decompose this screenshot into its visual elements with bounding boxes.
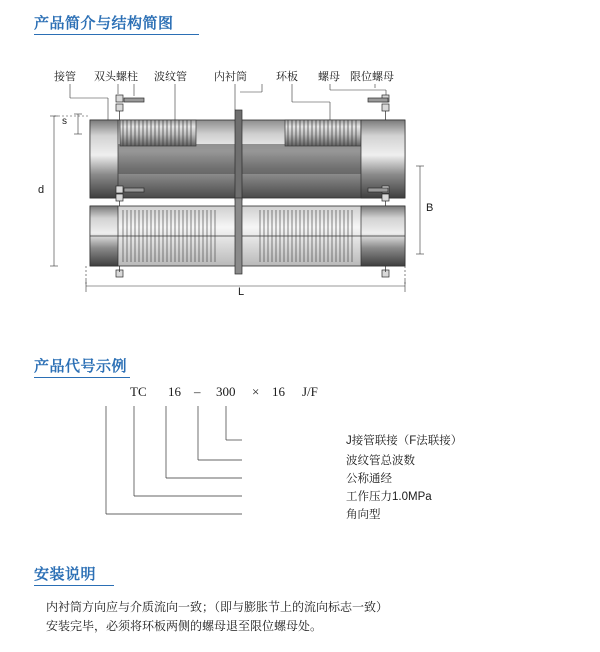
callout-label-nut: 螺母 [318, 71, 340, 83]
callout-label-ring-plate: 环板 [276, 71, 298, 83]
callout-label-liner: 内衬筒 [214, 71, 247, 83]
code-note-connection: J接管联接（F法联接） [346, 435, 463, 447]
code-token-pressure: 16 [168, 384, 181, 399]
code-note-waves: 波纹管总波数 [346, 455, 415, 467]
section-rule-intro [34, 34, 199, 35]
code-note-diameter: 公称通经 [346, 473, 392, 485]
code-note-pressure: 工作压力1.0MPa [346, 491, 432, 503]
dimension-label-B: B [426, 202, 434, 214]
code-token-series: TC [130, 384, 147, 399]
code-token-dash: – [194, 384, 201, 399]
install-note-line: 内衬筒方向应与介质流向一致；（即与膨胀节上的流向标志一致） [46, 600, 389, 614]
section-title-code: 产品代号示例 [34, 358, 128, 375]
structure-diagram-svg [30, 58, 500, 298]
section-title-install: 安装说明 [34, 566, 97, 583]
install-note-line: 安装完毕，必须将环板两侧的螺母退至限位螺母处。 [46, 619, 323, 633]
dimension-label-d: d [38, 184, 45, 196]
dimension-label-L: L [238, 286, 245, 298]
callout-label-bellows: 波纹管 [154, 71, 187, 83]
structure-diagram [30, 58, 500, 298]
callout-label-double-head-stud: 双头螺柱 [94, 71, 138, 83]
section-title-intro: 产品简介与结构简图 [34, 15, 174, 32]
callout-label-limit-nut: 限位螺母 [350, 71, 394, 83]
section-rule-code [34, 377, 130, 378]
product-code-diagram [30, 384, 550, 538]
code-note-type: 角向型 [346, 509, 381, 521]
product-code-leaders [30, 388, 550, 538]
install-notes [46, 598, 566, 636]
code-token-waves: 16 [272, 384, 285, 399]
code-token-diameter: 300 [216, 384, 236, 399]
code-token-times: × [252, 384, 260, 399]
section-rule-install [34, 585, 114, 586]
dimension-label-s: s [62, 116, 67, 127]
code-token-connection: J/F [302, 384, 318, 399]
callout-label-nozzle: 接管 [54, 71, 76, 83]
